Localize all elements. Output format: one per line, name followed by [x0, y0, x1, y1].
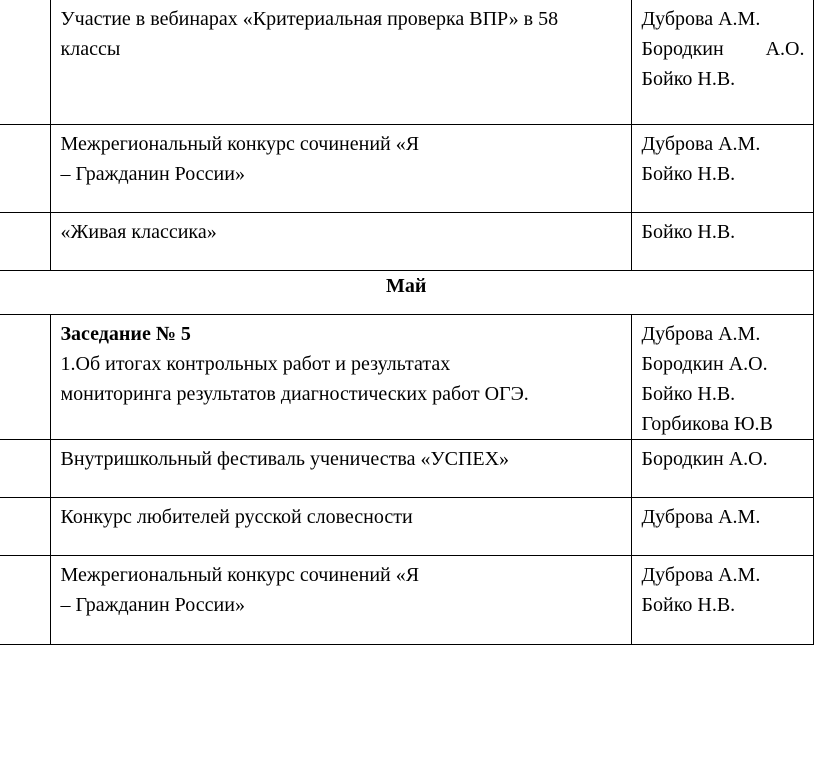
responsible-name: Бородкин А.О. — [641, 352, 768, 375]
responsible-name: Дуброва А.М. — [641, 322, 761, 345]
responsible-cell — [631, 555, 813, 644]
responsible-cell — [631, 314, 813, 439]
responsible-surname: Бородкин — [641, 38, 724, 60]
table-row — [0, 555, 813, 644]
event-cell — [50, 212, 631, 270]
month-heading: Май — [0, 270, 813, 314]
responsible-name: Бойко Н.В. — [641, 382, 736, 405]
month-row — [0, 270, 813, 314]
responsible-cell — [631, 212, 813, 270]
table-row — [0, 497, 813, 555]
responsible-cell — [631, 439, 813, 497]
event-text: Межрегиональный конкурс сочинений «Я — [60, 132, 420, 155]
table-row — [0, 439, 813, 497]
responsible-name: Бойко Н.В. — [641, 162, 736, 185]
event-text: Внутришкольный фестиваль ученичества «УСПЕХ» — [60, 447, 510, 470]
event-cell — [50, 314, 631, 439]
event-cell — [50, 124, 631, 212]
table-row — [0, 314, 813, 439]
row-number-cell — [0, 0, 50, 124]
event-text: классы — [60, 38, 121, 60]
event-cell — [50, 497, 631, 555]
event-text: «Живая классика» — [60, 220, 217, 243]
meeting-title: Заседание № 5 — [60, 322, 191, 345]
event-cell — [50, 0, 631, 124]
event-text: Межрегиональный конкурс сочинений «Я — [60, 563, 420, 586]
responsible-cell — [631, 497, 813, 555]
table-row — [0, 212, 813, 270]
event-text: мониторинга результатов диагностических работ ОГЭ. — [60, 382, 529, 405]
table-row — [0, 0, 813, 124]
event-text: – Гражданин России» — [60, 593, 245, 616]
event-text: – Гражданин России» — [60, 162, 245, 185]
row-number-cell — [0, 497, 50, 555]
event-text: 1.Об итогах контрольных работ и результатах — [60, 352, 451, 375]
responsible-name: Дуброва А.М. — [641, 8, 761, 30]
responsible-cell — [631, 0, 813, 124]
table-row — [0, 124, 813, 212]
event-text: Участие в вебинарах «Критериальная проверка ВПР» в 58 — [60, 8, 559, 30]
row-number-cell — [0, 439, 50, 497]
responsible-name: Бойко Н.В. — [641, 68, 736, 90]
row-number-cell — [0, 124, 50, 212]
row-number-cell — [0, 555, 50, 644]
responsible-name: Горбикова Ю.В — [641, 412, 773, 435]
responsible-name: Бородкин А.О. — [641, 447, 768, 470]
row-number-cell — [0, 212, 50, 270]
responsible-name — [642, 34, 805, 64]
responsible-cell — [631, 124, 813, 212]
responsible-name: Бойко Н.В. — [641, 593, 736, 616]
responsible-name: Дуброва А.М. — [641, 505, 761, 528]
event-cell — [50, 555, 631, 644]
event-cell — [50, 439, 631, 497]
responsible-name: Бойко Н.В. — [641, 220, 736, 243]
responsible-name: Дуброва А.М. — [641, 132, 761, 155]
row-number-cell — [0, 314, 50, 439]
responsible-name: Дуброва А.М. — [641, 563, 761, 586]
responsible-initials: А.О. — [765, 38, 805, 60]
event-text: Конкурс любителей русской словесности — [60, 505, 413, 528]
